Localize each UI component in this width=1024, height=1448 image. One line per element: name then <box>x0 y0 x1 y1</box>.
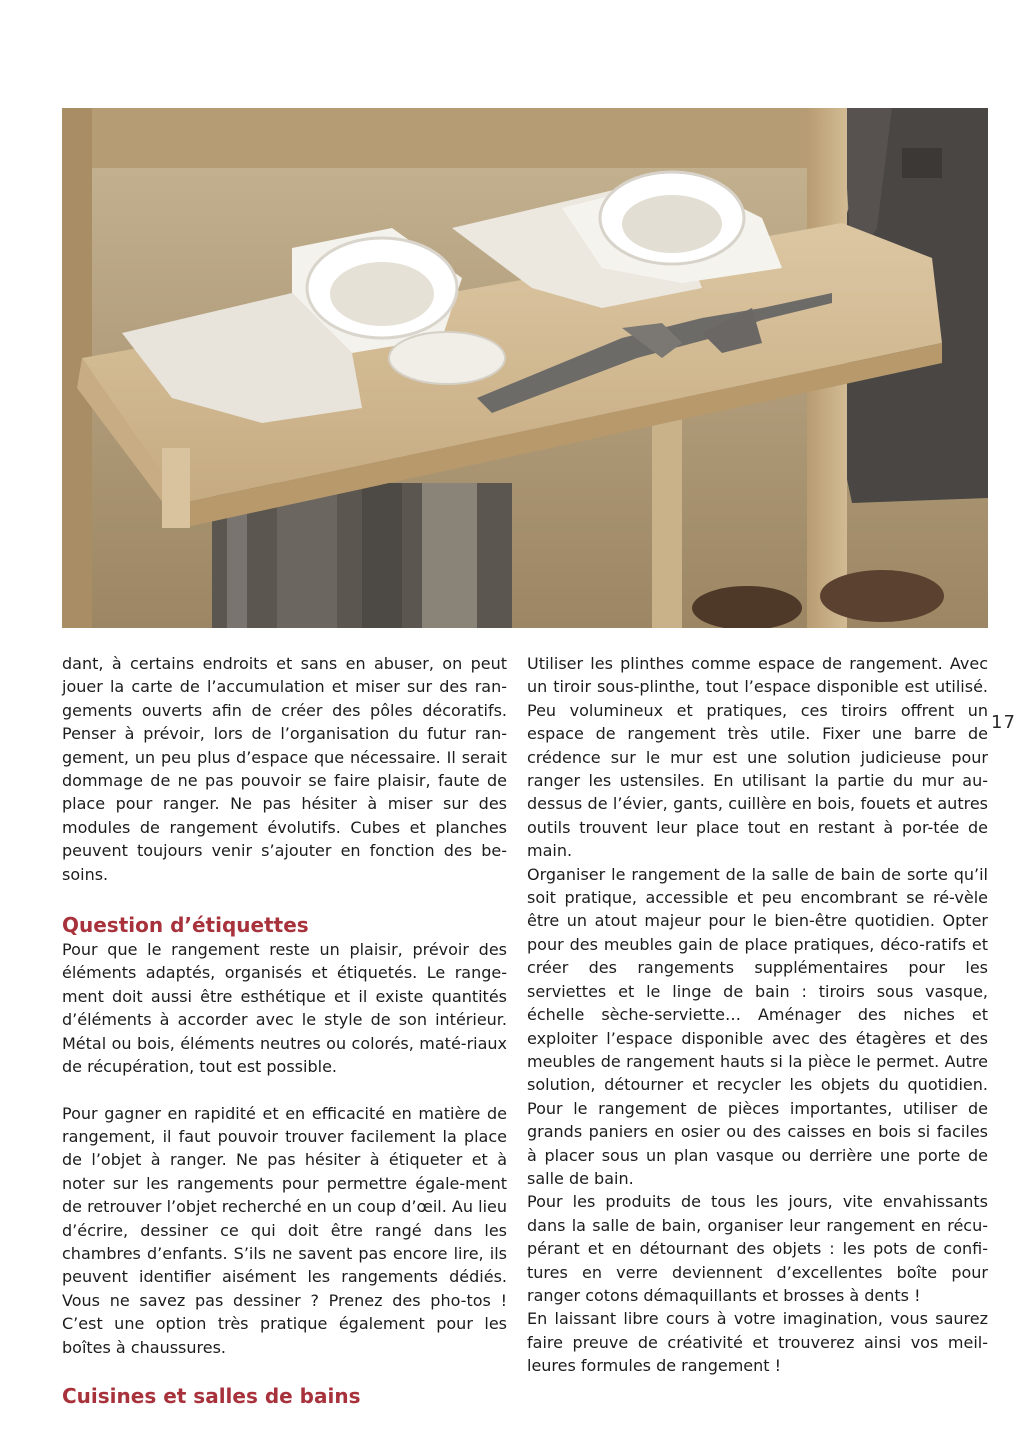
paragraph: dant, à certains endroits et sans en abuser, on peut jouer la carte de l’accumulation et miser sur des ran-gements ouverts afin de créer des pôles décoratifs. Penser à prévoir, lors de l’organisation du futur ran-gement, un peu plus d’espace que nécessaire. Il serait dommage de ne pas pouvoir se faire plaisir, faute de place pour ranger. Ne pas hésiter à miser sur des modules de rangement évolutifs. Cubes et planches peuvent toujours venir s’ajouter en fonction des be-soins. <box>62 654 507 884</box>
left-column <box>62 652 507 1409</box>
paragraph: Pour que le rangement reste un plaisir, prévoir des éléments adaptés, organisés et étiquetés. Le range-ment doit aussi être esthétique et il existe quantités d’éléments à accorder avec le style de son intérieur. Métal ou bois, éléments neutres ou colorés, maté-riaux de récupération, tout est possible. <box>62 940 507 1077</box>
paragraph: En laissant libre cours à votre imagination, vous saurez faire preuve de créativité et trouverez ainsi vos meil-leures formules de rangement ! <box>527 1309 988 1376</box>
paragraph: Pour les produits de tous les jours, vite envahissants dans la salle de bain, organiser leur rangement en récu-pérant et en détournant des objets : les pots de confi-tures en verre deviennent d’excellentes boîte pour ranger cotons démaquillants et brosses à dents ! <box>527 1192 988 1305</box>
paragraph: Utiliser les plinthes comme espace de rangement. Avec un tiroir sous-plinthe, tout l’espace disponible est utilisé. Peu volumineux et pratiques, ces tiroirs offrent un espace de rangement très utile. Fixer une barre de crédence sur le mur est une solution judicieuse pour ranger les ustensiles. En utilisant la partie du mur au-dessus de l’évier, gants, cuillère en bois, fouets et autres outils trouvent leur place tout en restant à por-tée de main. <box>527 654 988 861</box>
wardrobe-photo <box>62 108 988 628</box>
section-heading-cuisines-salles-de-bains: Cuisines et salles de bains <box>62 1383 361 1408</box>
page-number: 17 <box>991 712 1016 733</box>
section-heading-question-etiquettes: Question d’étiquettes <box>62 913 309 938</box>
right-column <box>527 652 988 1378</box>
paragraph: Organiser le rangement de la salle de bain de sorte qu’il soit pratique, accessible et peu encombrant se ré-vèle être un atout majeur pour le bien-être quotidien. Opter pour des meubles gain de place pratiques, déco-ratifs et créer des rangements supplémentaires pour les serviettes et le linge de bain : tiroirs sous vasque, échelle sèche-serviette… Aménager des niches et exploiter l’espace disponible avec des étagères et des meubles de rangement hauts si la pièce le permet. Autre solution, détourner et recycler les objets du quotidien. Pour le rangement de pièces importantes, utiliser de grands paniers en osier ou des caisses en bois si faciles à placer sous un plan vasque ou derrière une porte de salle de bain. <box>527 864 988 1188</box>
paragraph: Pour gagner en rapidité et en efficacité en matière de rangement, il faut pouvoir trouver facilement la place de l’objet à ranger. Ne pas hésiter à étiqueter et à noter sur les rangements pour permettre égale-ment de retrouver l’objet recherché en un coup d’œil. Au lieu d’écrire, dessiner ce qui doit être rangé dans les chambres d’enfants. S’ils ne savent pas encore lire, ils peuvent identifier aisément les rangements dédiés. Vous ne savez pas dessiner ? Prenez des pho-tos ! C’est une option très pratique également pour les boîtes à chaussures. <box>62 1103 507 1357</box>
wardrobe-pullout-shelf-photo <box>62 108 988 628</box>
